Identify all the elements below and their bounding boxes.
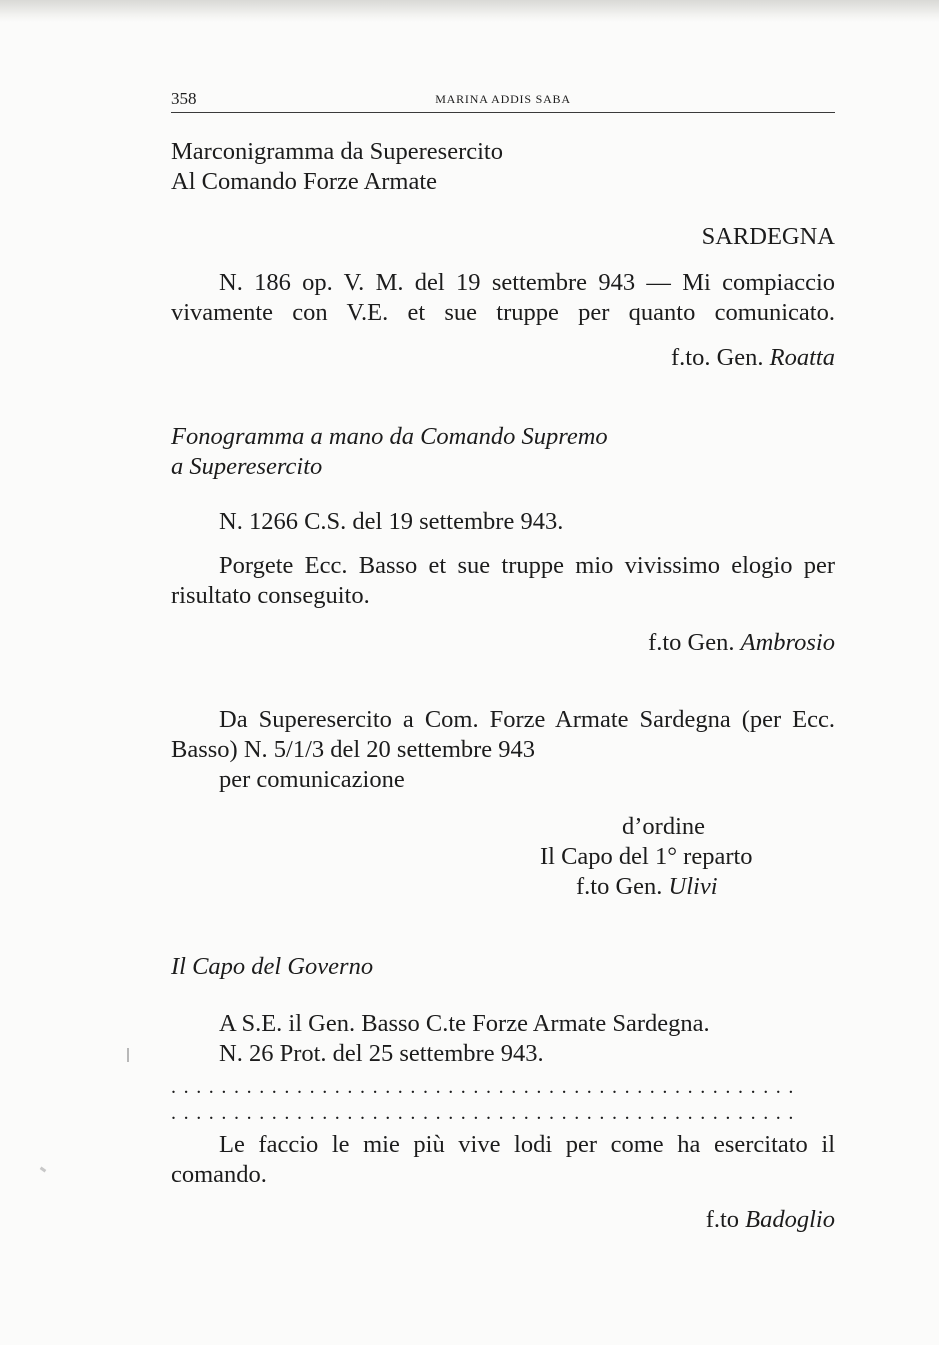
doc4-signature-name: Badoglio <box>745 1206 835 1233</box>
doc2-body-line2: risultato conseguito. <box>171 582 370 609</box>
doc3-signature-line <box>540 872 753 902</box>
doc3-signature-name: Ulivi <box>668 873 718 900</box>
doc3-line2: Basso) N. 5/1/3 del 20 settembre 943 <box>171 736 536 763</box>
doc4-signature-prefix: f.to <box>705 1206 740 1233</box>
doc2-ref-block <box>171 507 835 537</box>
doc1-body-line1: N. 186 op. V. M. del 19 settembre 943 — Mi compiaccio <box>219 269 835 296</box>
doc3-signature-prefix: f.to Gen. <box>576 873 663 900</box>
doc1-signature-name: Roatta <box>769 344 835 371</box>
omission-dots-line1: .................................................. <box>171 1076 801 1098</box>
doc4-signature-line <box>171 1205 835 1235</box>
doc2-signature-line <box>171 628 835 658</box>
doc1-place-block <box>171 222 835 252</box>
doc4-body-line1: Le faccio le mie più vive lodi per come ha esercitato il <box>219 1131 835 1158</box>
doc4-body-line2: comando. <box>171 1161 267 1188</box>
doc4-signature <box>171 1205 835 1235</box>
doc3-body <box>171 705 835 795</box>
running-title: MARINA ADDIS SABA <box>435 92 571 106</box>
omission-dots-line2: .................................................. <box>171 1102 801 1124</box>
doc2-title-line1: Fonogramma a mano da Comando Supremo <box>171 423 608 450</box>
doc2-body-line1: Porgete Ecc. Basso et sue truppe mio vivissimo elogio per <box>219 552 835 579</box>
doc2-ref: N. 1266 C.S. del 19 settembre 943. <box>219 508 564 535</box>
doc1-body <box>171 268 835 328</box>
scan-speck <box>40 1167 47 1173</box>
doc4-heading-block <box>171 952 835 982</box>
doc3-order-line: d’ordine <box>622 813 705 840</box>
doc1-sender-line: Marconigramma da Superesercito <box>171 138 503 165</box>
doc4-omission <box>171 1072 835 1128</box>
scan-edge <box>0 0 939 22</box>
doc4-heading: Il Capo del Governo <box>171 953 374 980</box>
doc4-address <box>171 1009 835 1069</box>
doc1-signature-line <box>171 343 835 373</box>
doc3-line1: Da Superesercito a Com. Forze Armate Sardegna (per Ecc. <box>219 706 835 733</box>
doc3-order-line-block <box>622 812 705 842</box>
page-number: 358 <box>171 89 197 108</box>
doc2-title-line2: a Superesercito <box>171 453 323 480</box>
scan-mark <box>127 1048 129 1062</box>
doc1-signature-prefix: f.to. Gen. <box>670 344 764 371</box>
marconigramma-block <box>171 137 835 197</box>
doc4-line1: A S.E. il Gen. Basso C.te Forze Armate Sardegna. <box>219 1010 710 1037</box>
doc1-signature <box>171 343 835 373</box>
doc2-signature-name: Ambrosio <box>740 629 835 656</box>
doc4-line2: N. 26 Prot. del 25 settembre 943. <box>219 1040 544 1067</box>
doc1-recipient-line: Al Comando Forze Armate <box>171 168 438 195</box>
doc2-body <box>171 551 835 611</box>
running-head <box>171 86 835 113</box>
doc2-signature <box>171 628 835 658</box>
doc4-body <box>171 1130 835 1190</box>
doc2-title <box>171 422 835 482</box>
doc3-office-line: Il Capo del 1° reparto <box>540 843 753 870</box>
doc3-line3: per comunicazione <box>219 766 405 793</box>
doc1-place: SARDEGNA <box>701 223 835 250</box>
doc2-signature-prefix: f.to Gen. <box>648 629 735 656</box>
doc1-body-line2: vivamente con V.E. et sue truppe per quanto comunicato. <box>171 299 835 326</box>
doc3-signature <box>540 842 753 902</box>
